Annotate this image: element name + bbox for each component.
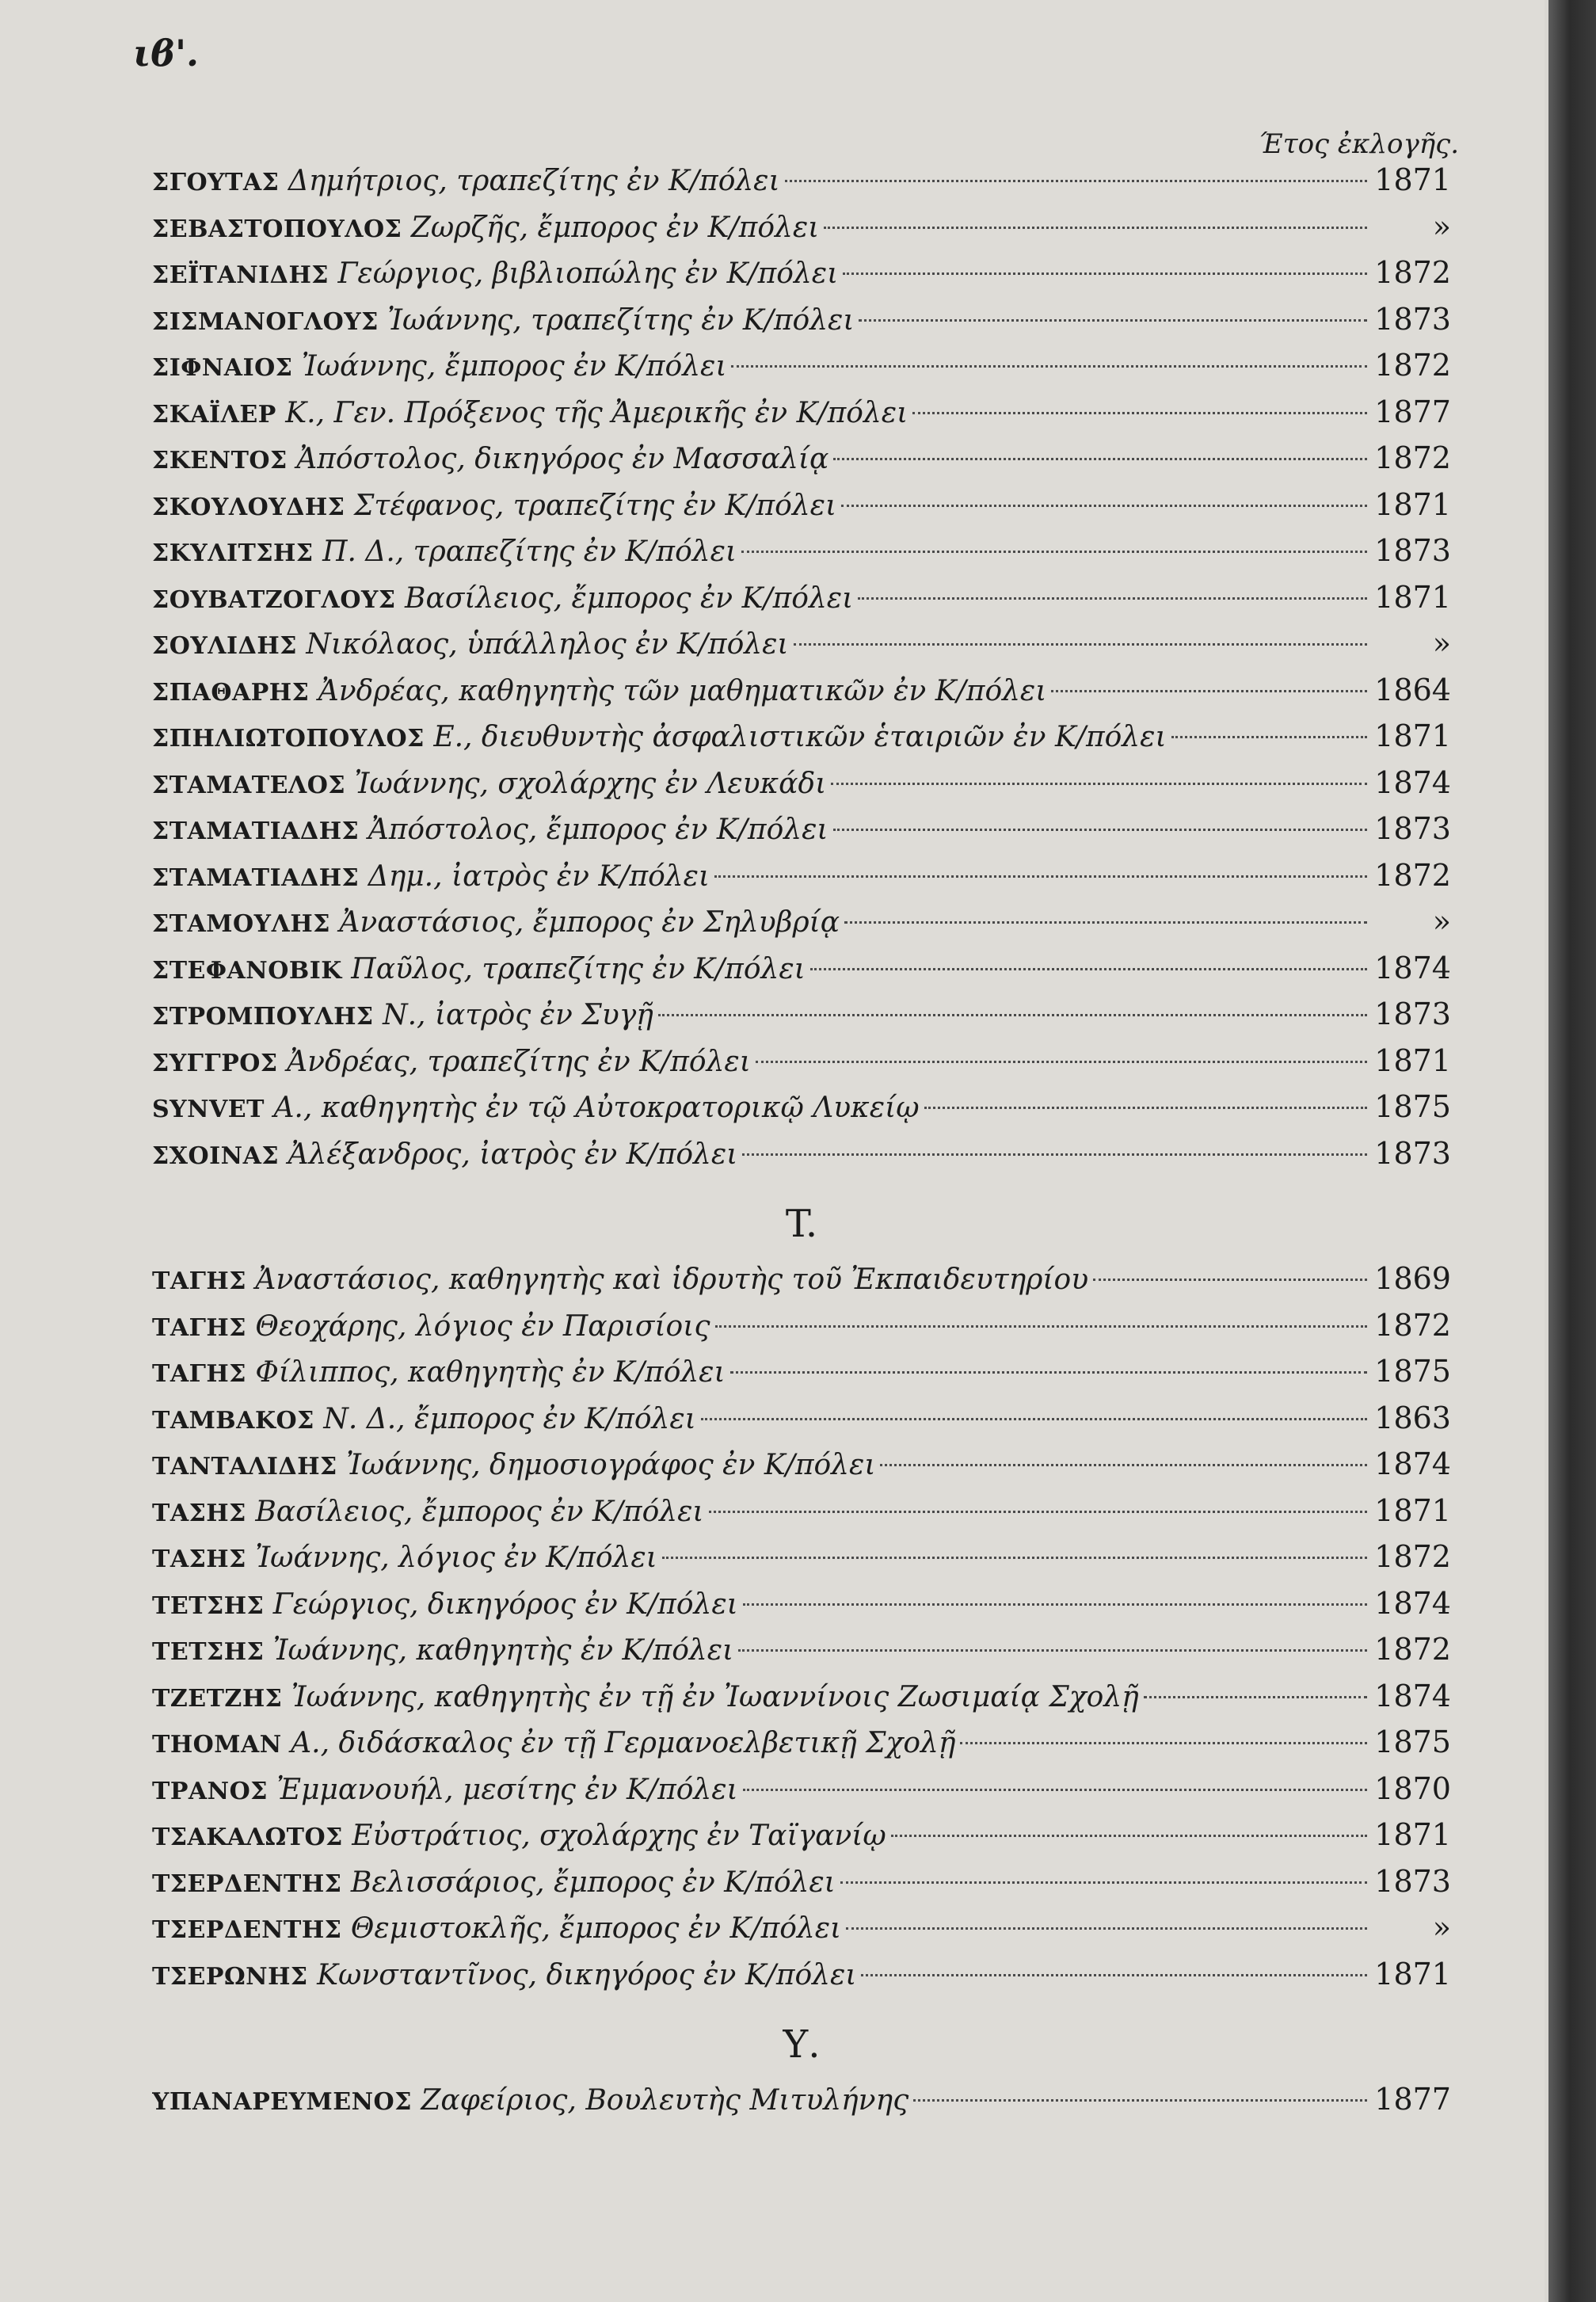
- dot-leader: [924, 1107, 1367, 1109]
- member-entry: [152, 1038, 1451, 1084]
- member-entry: [152, 528, 1451, 574]
- member-description: Ἰωάννης, λόγιος ἐν Κ/πόλει: [255, 1542, 657, 1574]
- dot-leader: [714, 875, 1367, 878]
- member-description: Δημήτριος, τραπεζίτης ἐν Κ/πόλει: [288, 165, 780, 197]
- member-description: Θεμιστοκλῆς, ἔμπορος ἐν Κ/πόλει: [350, 1912, 842, 1945]
- member-surname: ΤΣΕΡΔΕΝΤΗΣ: [152, 1916, 342, 1944]
- member-entry: [152, 945, 1451, 992]
- member-entry: [152, 1488, 1451, 1534]
- member-entry: [152, 1858, 1451, 1905]
- dot-leader: [844, 921, 1367, 924]
- election-year: 1873: [1374, 811, 1451, 846]
- member-surname: ΣΚΥΛΙΤΣΗΣ: [152, 539, 314, 567]
- member-surname: ΣΙΦΝΑΙΟΣ: [152, 354, 293, 382]
- member-surname: ΣΤΕΦΑΝΟΒΙΚ: [152, 956, 342, 985]
- member-surname: ΤΣΕΡΔΕΝΤΗΣ: [152, 1869, 342, 1898]
- member-surname: ΣΤΑΜΟΥΛΗΣ: [152, 910, 330, 938]
- member-description: Ἰωάννης, δημοσιογράφος ἐν Κ/πόλει: [346, 1449, 876, 1481]
- member-entry: [152, 1302, 1451, 1349]
- election-year: 1873: [1374, 1863, 1451, 1899]
- dot-leader: [730, 1371, 1367, 1374]
- member-surname: ΣΧΟΙΝΑΣ: [152, 1141, 280, 1170]
- member-entry: [152, 1348, 1451, 1395]
- member-surname: ΤΣΕΡΩΝΗΣ: [152, 1962, 308, 1991]
- member-description: Ἰωάννης, καθηγητὴς ἐν τῇ ἐν Ἰωαννίνοις Ζωσιμαίᾳ Σχολῇ: [291, 1680, 1139, 1713]
- election-year: 1874: [1374, 1585, 1451, 1621]
- member-description: Θεοχάρης, λόγιος ἐν Παρισίοις: [255, 1309, 710, 1343]
- election-year: 1875: [1374, 1089, 1451, 1124]
- member-surname: ΤΑΣΗΣ: [152, 1545, 246, 1573]
- member-description: Ἀνδρέας, καθηγητὴς τῶν μαθηματικῶν ἐν Κ/πόλει: [318, 674, 1047, 707]
- election-year: 1863: [1374, 1400, 1451, 1435]
- member-description: Ἰωάννης, καθηγητὴς ἐν Κ/πόλει: [272, 1634, 734, 1667]
- member-entry: [152, 204, 1451, 250]
- member-description: Ἰωάννης, τραπεζίτης ἐν Κ/πόλει: [387, 303, 855, 337]
- member-surname: ΣΤΡΟΜΠΟΥΛΗΣ: [152, 1003, 374, 1031]
- member-surname: THOMAN: [152, 1731, 282, 1759]
- member-entry: [152, 1673, 1451, 1720]
- member-surname: ΣΥΓΓΡΟΣ: [152, 1049, 278, 1077]
- dot-leader: [743, 1789, 1367, 1791]
- member-description: Ἰωάννης, σχολάρχης ἐν Λευκάδι: [354, 767, 827, 800]
- member-description: Εὐστράτιος, σχολάρχης ἐν Ταϊγανίῳ: [352, 1820, 886, 1852]
- member-description: Ἀπόστολος, ἔμπορος ἐν Κ/πόλει: [368, 814, 828, 846]
- member-description: Ἐμμανουήλ, μεσίτης ἐν Κ/πόλει: [276, 1773, 738, 1806]
- member-entry: [152, 435, 1451, 482]
- member-description: Ζαφείριος, Βουλευτὴς Μιτυλήνης: [421, 2084, 909, 2117]
- dot-leader: [715, 1325, 1367, 1328]
- member-surname: ΤΕΤΣΗΣ: [152, 1638, 265, 1666]
- member-description: Φίλιππος, καθηγητὴς ἐν Κ/πόλει: [255, 1356, 726, 1389]
- election-year: 1872: [1374, 348, 1451, 383]
- member-description: Βασίλειος, ἔμπορος ἐν Κ/πόλει: [255, 1495, 704, 1528]
- election-year: 1871: [1374, 1492, 1451, 1528]
- election-year: 1873: [1374, 997, 1451, 1031]
- member-list: [152, 157, 1451, 2123]
- member-entry: [152, 1395, 1451, 1442]
- member-entry: [152, 620, 1451, 667]
- member-entry: [152, 1766, 1451, 1812]
- member-description: Π. Δ., τραπεζίτης ἐν Κ/πόλει: [322, 535, 737, 568]
- dot-leader: [831, 783, 1367, 785]
- member-description: Ἀνδρέας, τραπεζίτης ἐν Κ/πόλει: [287, 1045, 751, 1078]
- member-entry: [152, 1812, 1451, 1858]
- member-surname: SYNVET: [152, 1096, 265, 1123]
- election-year: 1873: [1374, 533, 1451, 568]
- election-year: »: [1432, 1910, 1451, 1945]
- member-description: Ἰωάννης, ἔμπορος ἐν Κ/πόλει: [301, 350, 727, 383]
- member-description: Γεώργιος, δικηγόρος ἐν Κ/πόλει: [272, 1587, 738, 1621]
- dot-leader: [1093, 1279, 1367, 1281]
- dot-leader: [1051, 690, 1367, 692]
- dot-leader: [785, 180, 1367, 182]
- election-year: 1877: [1374, 394, 1451, 429]
- member-surname: ΤΖΕΤΖΗΣ: [152, 1684, 283, 1713]
- member-surname: ΥΠΑΝΑΡΕΥΜΕΝΟΣ: [152, 2088, 412, 2116]
- election-year: 1874: [1374, 1446, 1451, 1481]
- election-year: 1874: [1374, 1678, 1451, 1713]
- member-description: A., διδάσκαλος ἐν τῇ Γερμανοελβετικῇ Σχολῇ: [291, 1727, 956, 1759]
- member-surname: ΤΣΑΚΑΛΩΤΟΣ: [152, 1824, 343, 1851]
- member-description: Βελισσάριος, ἔμπορος ἐν Κ/πόλει: [350, 1866, 836, 1899]
- election-year: 1874: [1374, 950, 1451, 985]
- member-surname: ΣΤΑΜΑΤΕΛΟΣ: [152, 771, 346, 799]
- election-year: 1875: [1374, 1354, 1451, 1389]
- election-year: 1871: [1374, 162, 1451, 197]
- member-description: Ζωρζῆς, ἔμπορος ἐν Κ/πόλει: [410, 211, 820, 244]
- member-entry: [152, 1904, 1451, 1951]
- election-year: 1872: [1374, 255, 1451, 290]
- member-description: Ἀλέξανδρος, ἰατρὸς ἐν Κ/πόλει: [288, 1138, 738, 1171]
- election-year: 1872: [1374, 1307, 1451, 1343]
- election-year: 1872: [1374, 1632, 1451, 1667]
- member-description: Ἀπόστολος, δικηγόρος ἐν Μασσαλίᾳ: [296, 443, 829, 475]
- election-year: »: [1432, 626, 1451, 661]
- member-surname: ΣΚΑΪΛΕΡ: [152, 400, 276, 429]
- member-description: Στέφανος, τραπεζίτης ἐν Κ/πόλει: [353, 489, 837, 522]
- dot-leader: [709, 1511, 1367, 1513]
- dot-leader: [1144, 1696, 1367, 1698]
- member-entry: [152, 1626, 1451, 1673]
- member-entry: [152, 1084, 1451, 1130]
- member-entry: [152, 342, 1451, 389]
- dot-leader: [843, 273, 1367, 275]
- dot-leader: [662, 1557, 1367, 1559]
- dot-leader: [743, 1603, 1367, 1606]
- member-entry: [152, 760, 1451, 806]
- member-surname: ΤΑΓΗΣ: [152, 1267, 246, 1295]
- member-surname: ΣΚΕΝΤΟΣ: [152, 447, 288, 475]
- member-surname: ΤΑΣΗΣ: [152, 1499, 246, 1527]
- book-binding-edge: [1548, 0, 1596, 2302]
- member-description: Ν. Δ., ἔμπορος ἐν Κ/πόλει: [323, 1402, 696, 1435]
- dot-leader: [833, 458, 1367, 460]
- dot-leader: [913, 2099, 1367, 2102]
- member-entry: [152, 1580, 1451, 1627]
- dot-leader: [891, 1835, 1367, 1837]
- election-year: 1872: [1374, 1539, 1451, 1574]
- member-entry: [152, 898, 1451, 945]
- election-year: 1877: [1374, 2082, 1451, 2117]
- dot-leader: [756, 1061, 1367, 1063]
- dot-leader: [841, 505, 1367, 507]
- dot-leader: [858, 597, 1367, 600]
- member-surname: ΤΕΤΣΗΣ: [152, 1591, 265, 1620]
- election-year: 1872: [1374, 857, 1451, 893]
- member-surname: ΣΚΟΥΛΟΥΔΗΣ: [152, 493, 345, 521]
- election-year: 1875: [1374, 1725, 1451, 1759]
- member-description: Ἀναστάσιος, ἔμπορος ἐν Σηλυβρίᾳ: [339, 906, 840, 939]
- member-description: Ε., διευθυντὴς ἀσφαλιστικῶν ἑταιριῶν ἐν Κ/πόλει: [433, 721, 1167, 753]
- election-year: »: [1432, 208, 1451, 244]
- member-entry: [152, 157, 1451, 204]
- election-year: 1871: [1374, 579, 1451, 615]
- member-surname: ΤΑΓΗΣ: [152, 1360, 246, 1388]
- member-entry: [152, 482, 1451, 528]
- member-surname: ΤΑΝΤΑΛΙΔΗΣ: [152, 1453, 337, 1481]
- dot-leader: [742, 1153, 1367, 1156]
- dot-leader: [794, 643, 1367, 646]
- dot-leader: [701, 1418, 1367, 1420]
- election-year: »: [1432, 904, 1451, 939]
- member-entry: [152, 1951, 1451, 1998]
- dot-leader: [658, 1014, 1367, 1016]
- member-surname: ΣΠΑΘΑΡΗΣ: [152, 678, 310, 707]
- member-entry: [152, 2076, 1451, 2123]
- election-year: 1873: [1374, 301, 1451, 337]
- member-description: Ν., ἰατρὸς ἐν Συγῇ: [383, 999, 653, 1031]
- election-year: 1864: [1374, 672, 1451, 707]
- dot-leader: [810, 968, 1367, 970]
- election-year: 1871: [1374, 486, 1451, 522]
- member-surname: ΣΙΣΜΑΝΟΓΛΟΥΣ: [152, 307, 379, 336]
- dot-leader: [880, 1464, 1367, 1466]
- election-year: 1872: [1374, 440, 1451, 475]
- election-year: 1870: [1374, 1770, 1451, 1806]
- member-surname: ΣΕΒΑΣΤΟΠΟΥΛΟΣ: [152, 215, 402, 243]
- member-entry: [152, 713, 1451, 760]
- member-entry: [152, 250, 1451, 296]
- member-entry: [152, 574, 1451, 621]
- election-year: 1871: [1374, 1817, 1451, 1852]
- member-entry: [152, 1256, 1451, 1302]
- dot-leader: [1171, 736, 1367, 738]
- member-description: Κ., Γεν. Πρόξενος τῆς Ἀμερικῆς ἐν Κ/πόλει: [285, 396, 908, 429]
- member-surname: ΤΡΑΝΟΣ: [152, 1777, 268, 1805]
- dot-leader: [833, 829, 1368, 831]
- dot-leader: [731, 365, 1367, 368]
- dot-leader: [912, 412, 1367, 414]
- member-description: Βασίλειος, ἔμπορος ἐν Κ/πόλει: [405, 581, 854, 615]
- election-year: 1869: [1374, 1261, 1451, 1296]
- dot-leader: [741, 551, 1367, 553]
- member-surname: ΣΓΟΥΤΑΣ: [152, 169, 280, 196]
- member-surname: ΣΕΪΤΑΝΙΔΗΣ: [152, 261, 329, 289]
- member-surname: ΣΤΑΜΑΤΙΑΔΗΣ: [152, 818, 360, 845]
- member-entry: [152, 296, 1451, 343]
- member-entry: [152, 852, 1451, 899]
- election-year: 1871: [1374, 1956, 1451, 1991]
- dot-leader: [738, 1649, 1367, 1652]
- member-description: Παῦλος, τραπεζίτης ἐν Κ/πόλει: [351, 952, 806, 985]
- member-surname: ΣΤΑΜΑΤΙΑΔΗΣ: [152, 863, 360, 892]
- dot-leader: [824, 227, 1367, 229]
- dot-leader: [840, 1881, 1367, 1884]
- member-surname: ΤΑΓΗΣ: [152, 1313, 246, 1342]
- year-column-header: Έτος ἐκλογῆς.: [1259, 128, 1459, 160]
- section-letter-heading: Υ.: [783, 2022, 821, 2067]
- member-description: A., καθηγητὴς ἐν τῷ Αὐτοκρατορικῷ Λυκείῳ: [273, 1092, 920, 1124]
- dot-leader: [859, 319, 1367, 322]
- member-entry: [152, 1534, 1451, 1580]
- member-description: Δημ., ἰατρὸς ἐν Κ/πόλει: [368, 859, 710, 893]
- member-surname: ΣΟΥΒΑΤΖΟΓΛΟΥΣ: [152, 585, 396, 614]
- election-year: 1871: [1374, 1042, 1451, 1078]
- member-entry: [152, 1130, 1451, 1177]
- member-description: Κωνσταντῖνος, δικηγόρος ἐν Κ/πόλει: [317, 1958, 857, 1991]
- dot-leader: [846, 1927, 1367, 1930]
- member-surname: ΣΟΥΛΙΔΗΣ: [152, 632, 297, 660]
- dot-leader: [960, 1742, 1367, 1744]
- member-surname: ΤΑΜΒΑΚΟΣ: [152, 1406, 314, 1435]
- page-folio: ιϐ'.: [133, 32, 200, 74]
- member-description: Γεώργιος, βιβλιοπώλης ἐν Κ/πόλει: [337, 257, 839, 290]
- member-description: Νικόλαος, ὑπάλληλος ἐν Κ/πόλει: [306, 628, 789, 661]
- member-description: Ἀναστάσιος, καθηγητὴς καὶ ἱδρυτὴς τοῦ Ἐκπαιδευτηρίου: [255, 1263, 1089, 1296]
- member-entry: [152, 389, 1451, 436]
- member-surname: ΣΠΗΛΙΩΤΟΠΟΥΛΟΣ: [152, 725, 425, 753]
- member-entry: [152, 1719, 1451, 1766]
- member-entry: [152, 1441, 1451, 1488]
- election-year: 1874: [1374, 764, 1451, 800]
- member-entry: [152, 667, 1451, 714]
- dot-leader: [861, 1974, 1367, 1976]
- election-year: 1871: [1374, 718, 1451, 753]
- section-letter-heading: T.: [785, 1202, 818, 1246]
- member-entry: [152, 991, 1451, 1038]
- member-entry: [152, 806, 1451, 852]
- election-year: 1873: [1374, 1135, 1451, 1171]
